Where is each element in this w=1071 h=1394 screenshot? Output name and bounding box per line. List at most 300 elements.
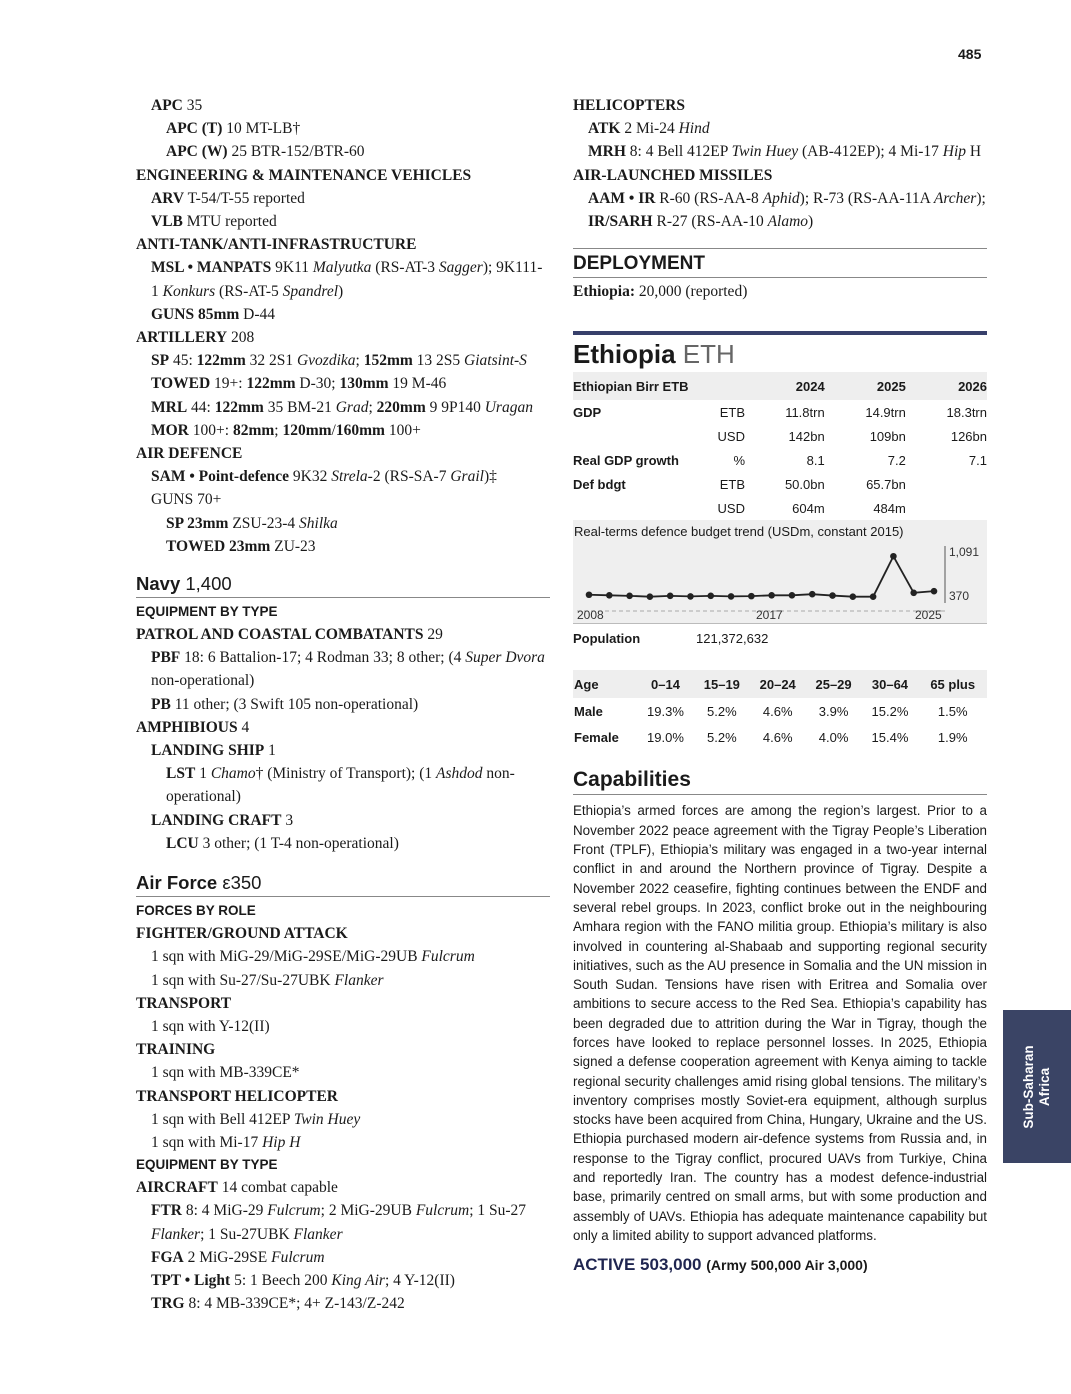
budget-data-point <box>687 594 694 601</box>
equipment-text: ; <box>355 352 364 370</box>
stats-label <box>573 424 705 448</box>
equipment-line <box>136 442 550 465</box>
navy-name: Navy <box>136 573 181 595</box>
equipment-text: 35 BM-21 <box>263 398 336 416</box>
equipment-text: 1 <box>264 742 276 760</box>
equipment-line <box>136 372 550 395</box>
x-tick-label: 2008 <box>577 608 604 623</box>
age-header-cell: 15–19 <box>694 670 750 698</box>
equipment-text: 2 Mi-24 <box>620 120 679 138</box>
stats-unit: % <box>733 452 745 468</box>
equipment-line <box>136 419 550 442</box>
equipment-text: ; <box>368 398 377 416</box>
x-tick-label: 2025 <box>915 608 942 623</box>
equipment-text: Twin Huey <box>293 1110 361 1128</box>
equipment-line <box>136 832 550 855</box>
equipment-text: 8: 4 MB-339CE*; 4+ Z-143/Z-242 <box>184 1295 405 1313</box>
equipment-line <box>136 256 550 302</box>
equipment-category: AAM • IR <box>588 189 656 207</box>
equipment-text: 208 <box>227 329 255 347</box>
equipment-text: Grad <box>335 398 369 416</box>
age-cell: 5.2% <box>707 729 737 745</box>
equipment-line <box>136 646 550 692</box>
equipment-category: ARTILLERY <box>136 329 228 347</box>
equipment-line <box>136 1015 550 1038</box>
stats-value: 65.7bn <box>866 476 906 492</box>
equipment-line <box>136 922 550 945</box>
age-header-row <box>573 670 987 698</box>
country-name: Ethiopia <box>573 339 676 370</box>
capabilities-heading: Capabilities <box>573 768 987 795</box>
equipment-text: Grail <box>450 468 484 486</box>
equipment-text: 19 M-46 <box>388 375 447 393</box>
active-breakdown: (Army 500,000 Air 3,000) <box>706 1257 868 1274</box>
equipment-line <box>573 187 987 233</box>
equipment-text: 14 combat capable <box>217 1179 338 1197</box>
equipment-text: Twin Huey <box>731 143 799 161</box>
budget-data-point <box>728 594 735 601</box>
equipment-text: Giatsint-S <box>464 352 527 370</box>
equipment-text: 2 MiG-29SE <box>183 1248 272 1266</box>
stats-value: 14.9trn <box>865 404 906 420</box>
equipment-text: (RS-AT-3 <box>371 259 439 277</box>
stats-row <box>573 400 987 424</box>
navy-equipment-list <box>136 623 550 855</box>
age-cell: 19.0% <box>647 729 684 745</box>
equipment-category: TOWED <box>151 375 211 393</box>
equipment-text: -2 (RS-SA-7 <box>367 468 451 486</box>
age-cell: 15.4% <box>871 729 909 745</box>
equipment-category: ATK <box>588 120 621 138</box>
equipment-text: ); R-73 (RS-AA-11A <box>799 189 934 207</box>
equipment-text: 1 sqn with MB-339CE* <box>151 1064 300 1082</box>
stats-unit: USD <box>717 428 745 444</box>
equipment-line <box>136 1199 550 1245</box>
equipment-text: Fulcrum <box>267 1202 321 1220</box>
equipment-line <box>136 809 550 832</box>
navy-subheading: EQUIPMENT BY TYPE <box>136 604 278 620</box>
helicopter-missile-list <box>573 94 987 233</box>
equipment-text: 10 MT-LB† <box>222 120 301 138</box>
budget-data-point <box>829 593 836 600</box>
stats-value: 109bn <box>869 428 906 444</box>
equipment-text: Chamo <box>210 765 256 783</box>
equipment-category: AIR-LAUNCHED MISSILES <box>573 166 773 184</box>
equipment-text: 1 sqn with Mi-17 <box>151 1133 263 1151</box>
equipment-text: 44: <box>187 398 215 416</box>
equipment-line <box>136 140 550 163</box>
equipment-category: SP 23mm <box>166 514 229 532</box>
equipment-text: Spandrel <box>282 282 339 300</box>
chart-title: Real-terms defence budget trend (USDm, constant 2015) <box>574 524 904 540</box>
equipment-text: Strela <box>331 468 368 486</box>
equipment-text: 4 <box>237 718 250 736</box>
page-number: 485 <box>958 46 982 62</box>
equipment-category: AIR DEFENCE <box>136 445 243 463</box>
stats-header-cell: 2024 <box>745 372 825 400</box>
equipment-category: 122mm <box>214 398 264 416</box>
equipment-text: MTU reported <box>182 213 277 231</box>
equipment-text: ); 9K111-1 <box>151 259 543 300</box>
country-code: ETH <box>682 339 735 370</box>
budget-data-point <box>586 592 593 599</box>
equipment-text: 3 other; (1 T-4 non-operational) <box>198 834 399 852</box>
equipment-text: 3 <box>281 811 294 829</box>
equipment-category: ENGINEERING & MAINTENANCE VEHICLES <box>136 166 472 184</box>
x-tick-label: 2017 <box>756 608 783 623</box>
budget-data-point <box>870 594 877 601</box>
equipment-text: R-27 (RS-AA-10 <box>652 213 768 231</box>
stats-value: 126bn <box>950 428 987 444</box>
region-side-tab <box>1003 1010 1071 1163</box>
age-row-label: Male <box>574 703 603 719</box>
equipment-line <box>136 1108 550 1131</box>
equipment-line <box>136 187 550 210</box>
equipment-text: 100+: <box>188 421 233 439</box>
equipment-text: T-54/T-55 reported <box>184 189 305 207</box>
equipment-category: 152mm <box>363 352 413 370</box>
region-tab-line1: Sub-Saharan <box>1021 1044 1036 1129</box>
equipment-text: D-44 <box>239 305 275 323</box>
equipment-line <box>136 1292 550 1315</box>
equipment-line <box>136 762 550 808</box>
equipment-text: 8: 4 MiG-29 <box>182 1202 268 1220</box>
equipment-line <box>136 164 550 187</box>
equipment-text: Fulcrum <box>271 1248 325 1266</box>
age-row-label: Female <box>574 729 619 745</box>
equipment-category: LANDING CRAFT <box>151 811 282 829</box>
air-force-section-heading <box>136 871 550 897</box>
equipment-text: 1 sqn with Su-27/Su-27UBK <box>151 971 335 989</box>
equipment-line <box>136 1131 550 1154</box>
equipment-text: King Air <box>331 1271 385 1289</box>
capabilities-text: Ethiopia’s armed forces are among the region’s largest. Prior to a November 2022 peace agreement with the Tigray People’s Liberation Front (TPLF), Ethiopia’s military was engaged in a two-year internal conflict in and around the Northern province of Tigray. Despite a November 2022 ceasefire, fighting continues between the ENDF and several rebel groups. In 2023, conflict broke out in the neighbouring Amhara region with the FANO militia group. Ethiopia’s military is also involved in countering al-Shabaab and supporting regional security initiatives, such as the AU presence in Somalia and the UN mission in South Sudan. Tensions have risen with Eritrea and Somalia over ambitions to secure access to the Red Sea. Ethiopia’s capability has been degraded due to attrition during the War in Tigray, though the forces have looked to replace personnel losses. In 2025, Ethiopia signed a defense cooperation agreement with Kenya aiming to tackle regional security challenges amid rising global tensions. The military’s inventory comprises mostly Soviet-era equipment, although surplus stocks have been acquired from China, Hungary, Ukraine and the US. Ethiopia purchased modern air-defence systems from Russia and, in response to the Tigray conflict, procured UAVs from Turkiye, China and reportedly Iran. The country has a modest defence-industrial base, primarily centred on small arms, but with some production and assembly of UAVs. Ethiopia has adequate maintenance capability but only a limited ability to support advanced platforms. <box>573 803 987 1243</box>
age-header-cell: 25–29 <box>806 670 862 698</box>
equipment-text: Super Dvora <box>465 649 545 667</box>
equipment-text: Hind <box>678 120 710 138</box>
equipment-category: SAM • Point-defence <box>151 468 290 486</box>
equipment-text: / <box>331 421 336 439</box>
equipment-line <box>136 1246 550 1269</box>
equipment-line <box>136 945 550 968</box>
equipment-text: 1 sqn with MiG-29/MiG-29SE/MiG-29UB <box>151 948 422 966</box>
budget-data-point <box>606 592 613 599</box>
deployment-line <box>573 280 987 303</box>
equipment-category: VLB <box>151 213 183 231</box>
budget-data-point <box>910 590 917 597</box>
navy-strength: 1,400 <box>185 573 232 595</box>
stats-value <box>906 496 987 520</box>
equipment-category: AMPHIBIOUS <box>136 718 238 736</box>
equipment-line <box>136 1038 550 1061</box>
age-header-cell: 0–14 <box>637 670 694 698</box>
equipment-category: 122mm <box>196 352 246 370</box>
equipment-text: Konkurs <box>162 282 216 300</box>
budget-data-point <box>931 588 938 595</box>
equipment-line <box>136 303 550 326</box>
equipment-text: ) <box>338 282 344 300</box>
stats-label: Def bdgt <box>573 476 626 492</box>
equipment-line <box>136 1061 550 1084</box>
equipment-text: H <box>966 143 982 161</box>
army-equipment-list <box>136 94 550 558</box>
equipment-text: 1 sqn with Y-12(II) <box>151 1017 270 1035</box>
budget-data-point <box>667 593 674 600</box>
equipment-category: APC <box>151 97 183 114</box>
equipment-category: SP <box>151 352 170 370</box>
equipment-line <box>136 535 550 558</box>
equipment-line <box>136 1269 550 1292</box>
equipment-category: 130mm <box>339 375 389 393</box>
air-force-roles-subheading: FORCES BY ROLE <box>136 903 256 919</box>
equipment-category: LCU <box>166 834 199 852</box>
equipment-category: TRANSPORT HELICOPTER <box>136 1087 338 1105</box>
region-tab-line2: Africa <box>1037 1067 1052 1106</box>
stats-header-cell: 2025 <box>825 372 906 400</box>
equipment-category: TOWED 23mm <box>166 537 271 555</box>
equipment-text: 100+ <box>384 421 421 439</box>
age-cell: 4.6% <box>762 729 793 745</box>
stats-header-cell: 2026 <box>906 372 987 400</box>
equipment-category: 220mm <box>376 398 426 416</box>
equipment-text: ); <box>976 189 986 207</box>
equipment-text: )‡ <box>483 468 497 486</box>
equipment-category: TRANSPORT <box>136 994 232 1012</box>
country-heading <box>573 331 987 370</box>
budget-chart-svg <box>573 520 987 623</box>
equipment-category: LST <box>166 765 196 783</box>
equipment-text: Fulcrum <box>421 948 475 966</box>
equipment-category: ANTI-TANK/ANTI-INFRASTRUCTURE <box>136 236 417 254</box>
equipment-text: Archer <box>933 189 977 207</box>
equipment-text: Malyutka <box>312 259 372 277</box>
equipment-text: (RS-AT-5 <box>215 282 283 300</box>
equipment-text: ) <box>808 213 814 231</box>
budget-series-line <box>589 557 934 597</box>
equipment-text: non-operational) <box>151 672 255 690</box>
equipment-category: FTR <box>151 1202 182 1220</box>
budget-data-point <box>707 593 714 600</box>
equipment-text: 9K32 <box>289 468 332 486</box>
equipment-text: Sagger <box>438 259 483 277</box>
equipment-category: LANDING SHIP <box>151 742 265 760</box>
equipment-line <box>573 140 987 163</box>
budget-data-point <box>647 594 654 601</box>
equipment-text: D-30; <box>295 375 340 393</box>
equipment-text: ; <box>274 421 283 439</box>
equipment-category: 160mm <box>335 421 385 439</box>
equipment-text: Hip <box>942 143 967 161</box>
age-cell: 4.0% <box>818 729 849 745</box>
equipment-category: FIGHTER/GROUND ATTACK <box>136 925 348 943</box>
air-force-equipment-list <box>136 1176 550 1315</box>
equipment-category: PBF <box>151 649 181 667</box>
stats-value: 484m <box>873 500 906 516</box>
equipment-category: 120mm <box>282 421 332 439</box>
y-tick-label: 1,091 <box>949 545 980 560</box>
equipment-line <box>573 94 987 117</box>
age-cell: 1.9% <box>937 729 968 745</box>
stats-header-cell: Ethiopian Birr ETB <box>573 372 705 400</box>
equipment-text: ; 1 Su-27 <box>469 1202 527 1220</box>
equipment-text: Flanker <box>334 971 384 989</box>
equipment-text: ZU-23 <box>270 537 316 555</box>
equipment-line <box>136 349 550 372</box>
stats-row <box>573 448 987 472</box>
equipment-line <box>136 512 550 535</box>
budget-data-point <box>809 591 816 598</box>
population-label: Population <box>573 631 641 647</box>
equipment-text: ZSU-23-4 <box>228 514 300 532</box>
equipment-text: ; 4 Y-12(II) <box>384 1271 455 1289</box>
equipment-text: 1 sqn with Bell 412EP <box>151 1110 294 1128</box>
stats-value: 7.2 <box>887 452 906 468</box>
stats-label: GDP <box>573 404 602 420</box>
equipment-line <box>136 739 550 762</box>
age-cell: 5.2% <box>707 703 737 719</box>
age-cell: 4.6% <box>762 703 793 719</box>
equipment-line <box>136 233 550 256</box>
economic-stats-table <box>573 372 987 520</box>
navy-section-heading <box>136 572 550 598</box>
age-header-cell: 30–64 <box>862 670 919 698</box>
budget-data-point <box>850 594 857 601</box>
stats-value: 7.1 <box>968 452 987 468</box>
equipment-text: 1 <box>195 765 211 783</box>
equipment-line <box>573 117 987 140</box>
age-cell: 15.2% <box>871 703 909 719</box>
equipment-line <box>136 623 550 646</box>
right-column <box>573 94 987 1275</box>
air-force-equipment-subheading: EQUIPMENT BY TYPE <box>136 1157 278 1173</box>
stats-label: Real GDP growth <box>573 452 679 468</box>
age-cell: 19.3% <box>647 703 684 719</box>
age-cell: 3.9% <box>818 703 849 719</box>
budget-data-point <box>748 593 755 600</box>
equipment-text: R-60 (RS-AA-8 <box>655 189 763 207</box>
equipment-category: APC (W) <box>166 143 228 161</box>
equipment-category: IR/SARH <box>588 213 653 231</box>
equipment-line <box>136 465 550 488</box>
left-column <box>136 94 550 1315</box>
deployment-text: 20,000 (reported) <box>635 283 748 301</box>
defence-budget-chart <box>573 520 987 623</box>
stats-label <box>573 496 705 520</box>
equipment-line <box>136 396 550 419</box>
equipment-category: MSL • MANPATS <box>151 259 272 277</box>
equipment-text: 35 <box>182 97 203 114</box>
equipment-text: Alamo <box>767 213 809 231</box>
equipment-category: PATROL AND COASTAL COMBATANTS <box>136 626 424 644</box>
equipment-text: (AB-412EP); 4 Mi-17 <box>798 143 943 161</box>
stats-value <box>906 472 987 496</box>
equipment-text: 13 2S5 <box>412 352 465 370</box>
age-structure-table <box>573 670 987 750</box>
equipment-text: ; 1 Su-27UBK <box>200 1225 294 1243</box>
equipment-category: MRL <box>151 398 188 416</box>
equipment-text: 25 BTR-152/BTR-60 <box>227 143 365 161</box>
equipment-text: Aphid <box>762 189 800 207</box>
equipment-text: 8: 4 Bell 412EP <box>625 143 732 161</box>
stats-unit: ETB <box>719 476 745 492</box>
active-total: ACTIVE 503,000 <box>573 1255 702 1275</box>
equipment-category: GUNS 85mm <box>151 305 240 323</box>
equipment-line <box>136 969 550 992</box>
equipment-text: 9K11 <box>271 259 313 277</box>
stats-header-row <box>573 372 987 400</box>
equipment-category: 122mm <box>246 375 296 393</box>
equipment-text: non-operational) <box>166 765 515 806</box>
air-force-roles-list <box>136 922 550 1154</box>
equipment-text: Flanker <box>293 1225 343 1243</box>
equipment-line <box>136 992 550 1015</box>
equipment-category: 82mm <box>232 421 275 439</box>
stats-value: 8.1 <box>806 452 825 468</box>
age-male-row <box>573 698 987 724</box>
equipment-text: 5: 1 Beech 200 <box>230 1271 332 1289</box>
equipment-text: Fulcrum <box>415 1202 470 1220</box>
stats-unit: ETB <box>719 404 745 420</box>
population-row <box>573 623 987 654</box>
stats-value: 142bn <box>788 428 825 444</box>
stats-value: 11.8trn <box>785 404 825 420</box>
equipment-text: Gvozdika <box>296 352 356 370</box>
population-value: 121,372,632 <box>696 631 769 647</box>
y-tick-label: 370 <box>949 589 970 604</box>
stats-value: 50.0bn <box>784 476 825 492</box>
equipment-category: FGA <box>151 1248 184 1266</box>
equipment-line <box>136 488 550 511</box>
equipment-line <box>136 210 550 233</box>
deployment-heading: DEPLOYMENT <box>573 248 987 278</box>
equipment-text: 18: 6 Battalion-17; 4 Rodman 33; 8 other; (4 <box>180 649 466 667</box>
equipment-line <box>136 94 550 117</box>
equipment-text: 45: <box>169 352 197 370</box>
stats-row <box>573 472 987 496</box>
equipment-text: Ashdod <box>436 765 483 783</box>
stats-header-cell <box>705 372 745 400</box>
equipment-text: † (Ministry of Transport); (1 <box>255 765 437 783</box>
age-cell: 1.5% <box>937 703 968 719</box>
equipment-category: ARV <box>151 189 185 207</box>
air-force-strength: ε350 <box>222 872 262 894</box>
active-strength <box>573 1255 987 1275</box>
equipment-line <box>136 1085 550 1108</box>
equipment-line <box>136 693 550 716</box>
equipment-text: Flanker <box>151 1225 201 1243</box>
equipment-category: HELICOPTERS <box>573 97 685 114</box>
equipment-category: TRAINING <box>136 1041 216 1059</box>
stats-unit: USD <box>717 500 745 516</box>
stats-value: 18.3trn <box>946 404 987 420</box>
air-force-name: Air Force <box>136 872 218 894</box>
equipment-category: TRG <box>151 1295 185 1313</box>
equipment-category: APC (T) <box>166 120 223 138</box>
age-female-row <box>573 724 987 750</box>
stats-value: 604m <box>792 500 825 516</box>
equipment-category: MRH <box>588 143 626 161</box>
budget-data-point <box>890 553 897 560</box>
deployment-label: Ethiopia: <box>573 283 636 301</box>
equipment-text: 11 other; (3 Swift 105 non-operational) <box>170 695 419 713</box>
age-header-cell: 20–24 <box>750 670 806 698</box>
region-tab-label <box>1021 1045 1053 1128</box>
stats-row <box>573 496 987 520</box>
stats-row <box>573 424 987 448</box>
equipment-category: MOR <box>151 421 189 439</box>
age-header-cell: Age <box>573 670 637 698</box>
equipment-text: ; 2 MiG-29UB <box>320 1202 416 1220</box>
